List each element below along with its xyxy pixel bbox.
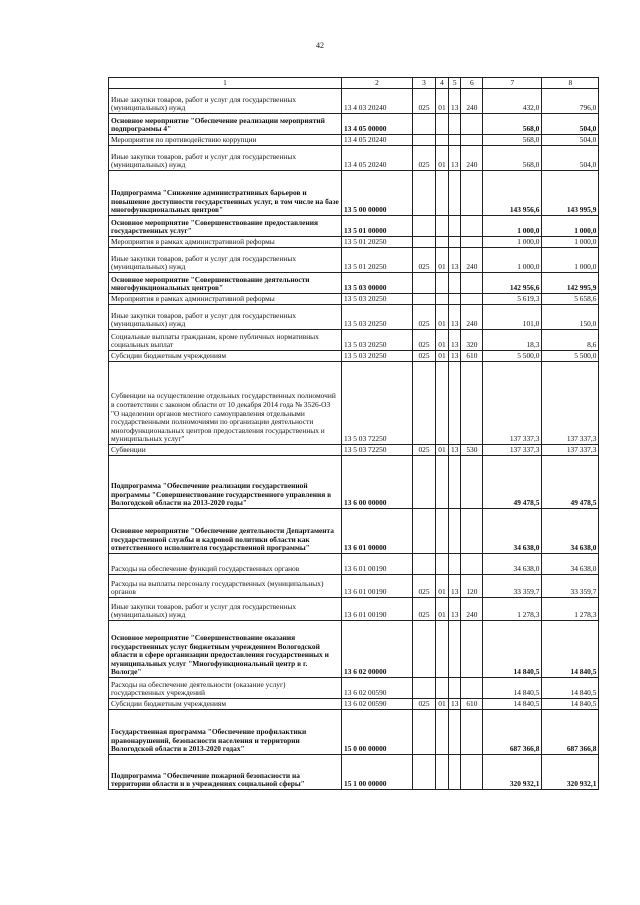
row-expense-type-cell	[461, 171, 483, 216]
row-value-2019-cell: 5 500,0	[483, 351, 542, 362]
table-row	[109, 89, 599, 114]
row-name-cell: Расходы на выплаты персоналу государственных (муниципальных) органов	[109, 575, 342, 598]
row-ministry-cell: 025	[413, 598, 436, 621]
row-code-cell: 13 5 01 20250	[342, 248, 413, 273]
row-code-cell: 15 1 00 00000	[342, 755, 413, 790]
row-expense-type-cell	[461, 294, 483, 305]
table-row	[109, 710, 599, 755]
header-cell-1: 1	[109, 78, 342, 89]
row-value-2019-cell: 137 337,3	[483, 445, 542, 456]
row-section-cell: 01	[436, 146, 449, 171]
row-value-2019-cell: 34 638,0	[483, 554, 542, 575]
row-code-cell: 13 5 01 20250	[342, 237, 413, 248]
row-value-2019-cell: 101,0	[483, 305, 542, 330]
row-name-cell: Субвенции на осуществление отдельных государственных полномочий в соответствии с законом области от 10 декабря 2014 года № 3526-ОЗ "О наделении органов местного самоуправления отдельными государственными полномочиями по организации деятельности многофункциональных центров предоставления государственных и муниципальных услуг"	[109, 362, 342, 445]
row-code-cell: 13 5 03 20250	[342, 351, 413, 362]
row-value-2019-cell: 14 840,5	[483, 678, 542, 699]
row-subsection-cell: 13	[449, 146, 461, 171]
row-subsection-cell	[449, 135, 461, 146]
row-ministry-cell	[413, 509, 436, 554]
row-subsection-cell	[449, 294, 461, 305]
table-row	[109, 305, 599, 330]
row-subsection-cell: 13	[449, 445, 461, 456]
row-ministry-cell	[413, 621, 436, 678]
row-section-cell	[436, 294, 449, 305]
row-section-cell: 01	[436, 330, 449, 351]
row-subsection-cell: 13	[449, 598, 461, 621]
row-code-cell: 13 5 03 72250	[342, 362, 413, 445]
row-code-cell: 13 5 03 20250	[342, 330, 413, 351]
row-code-cell: 13 5 01 00000	[342, 216, 413, 237]
row-value-2020-cell: 320 932,1	[542, 755, 599, 790]
row-value-2019-cell: 143 956,6	[483, 171, 542, 216]
row-section-cell: 01	[436, 575, 449, 598]
row-value-2020-cell: 14 840,5	[542, 699, 599, 710]
row-subsection-cell	[449, 237, 461, 248]
row-code-cell: 13 5 03 00000	[342, 273, 413, 294]
row-ministry-cell	[413, 755, 436, 790]
row-ministry-cell: 025	[413, 330, 436, 351]
row-value-2019-cell: 1 278,3	[483, 598, 542, 621]
header-cell-7: 7	[483, 78, 542, 89]
row-ministry-cell	[413, 710, 436, 755]
row-value-2020-cell: 1 000,0	[542, 216, 599, 237]
row-value-2020-cell: 1 000,0	[542, 248, 599, 273]
row-expense-type-cell: 530	[461, 445, 483, 456]
row-value-2019-cell: 33 359,7	[483, 575, 542, 598]
table-row	[109, 554, 599, 575]
row-name-cell: Мероприятия в рамках административной реформы	[109, 294, 342, 305]
row-name-cell: Основное мероприятие "Обеспечение реализации мероприятий подпрограммы 4"	[109, 114, 342, 135]
row-ministry-cell	[413, 554, 436, 575]
table-row	[109, 598, 599, 621]
row-expense-type-cell	[461, 237, 483, 248]
row-name-cell: Подпрограмма "Обеспечение пожарной безопасности на территории области и в учреждениях социальной сферы"	[109, 755, 342, 790]
row-value-2019-cell: 34 638,0	[483, 509, 542, 554]
row-value-2020-cell: 34 638,0	[542, 509, 599, 554]
row-name-cell: Субсидии бюджетным учреждениям	[109, 699, 342, 710]
row-code-cell: 13 6 02 00590	[342, 678, 413, 699]
row-ministry-cell: 025	[413, 248, 436, 273]
row-value-2020-cell: 687 366,8	[542, 710, 599, 755]
row-section-cell: 01	[436, 598, 449, 621]
row-value-2019-cell: 687 366,8	[483, 710, 542, 755]
row-expense-type-cell: 240	[461, 89, 483, 114]
table-row	[109, 216, 599, 237]
row-subsection-cell	[449, 710, 461, 755]
row-ministry-cell	[413, 294, 436, 305]
row-name-cell: Иные закупки товаров, работ и услуг для государственных (муниципальных) нужд	[109, 305, 342, 330]
row-subsection-cell: 13	[449, 330, 461, 351]
row-value-2019-cell: 432,0	[483, 89, 542, 114]
row-name-cell: Субсидии бюджетным учреждениям	[109, 351, 342, 362]
row-code-cell: 13 6 02 00000	[342, 621, 413, 678]
table-row	[109, 248, 599, 273]
row-value-2020-cell: 796,0	[542, 89, 599, 114]
row-value-2020-cell: 1 000,0	[542, 237, 599, 248]
row-section-cell	[436, 554, 449, 575]
row-value-2020-cell: 142 995,9	[542, 273, 599, 294]
row-name-cell: Субвенции	[109, 445, 342, 456]
row-value-2019-cell: 137 337,3	[483, 362, 542, 445]
table-row	[109, 171, 599, 216]
row-section-cell	[436, 456, 449, 509]
row-value-2020-cell: 14 840,5	[542, 678, 599, 699]
row-value-2020-cell: 137 337,3	[542, 445, 599, 456]
row-subsection-cell: 13	[449, 89, 461, 114]
row-expense-type-cell	[461, 710, 483, 755]
row-subsection-cell	[449, 216, 461, 237]
row-code-cell: 13 5 03 72250	[342, 445, 413, 456]
row-subsection-cell	[449, 755, 461, 790]
row-ministry-cell	[413, 114, 436, 135]
row-value-2019-cell: 568,0	[483, 114, 542, 135]
row-value-2020-cell: 5 658,6	[542, 294, 599, 305]
table-row	[109, 237, 599, 248]
header-row	[109, 78, 599, 89]
row-section-cell: 01	[436, 89, 449, 114]
row-expense-type-cell: 610	[461, 699, 483, 710]
row-value-2019-cell: 568,0	[483, 146, 542, 171]
row-value-2019-cell: 49 478,5	[483, 456, 542, 509]
table-row	[109, 146, 599, 171]
table-row	[109, 351, 599, 362]
row-subsection-cell	[449, 678, 461, 699]
row-subsection-cell: 13	[449, 351, 461, 362]
row-subsection-cell	[449, 362, 461, 445]
row-value-2019-cell: 1 000,0	[483, 216, 542, 237]
row-value-2019-cell: 320 932,1	[483, 755, 542, 790]
row-ministry-cell: 025	[413, 699, 436, 710]
row-expense-type-cell	[461, 216, 483, 237]
table-row	[109, 135, 599, 146]
table-row	[109, 456, 599, 509]
row-expense-type-cell	[461, 509, 483, 554]
table-body	[109, 78, 599, 790]
table-row	[109, 445, 599, 456]
header-cell-3: 3	[413, 78, 436, 89]
row-section-cell	[436, 171, 449, 216]
page-number: 42	[316, 41, 324, 50]
row-code-cell: 13 6 01 00000	[342, 509, 413, 554]
row-code-cell: 13 4 03 20240	[342, 89, 413, 114]
row-expense-type-cell: 240	[461, 305, 483, 330]
row-code-cell: 13 4 05 20240	[342, 146, 413, 171]
row-ministry-cell	[413, 171, 436, 216]
row-name-cell: Иные закупки товаров, работ и услуг для государственных (муниципальных) нужд	[109, 248, 342, 273]
row-ministry-cell	[413, 678, 436, 699]
row-name-cell: Основное мероприятие "Совершенствование оказания государственных услуг бюджетным учреждением Вологодской области в сфере организации предоставления государственных и муниципальных услуг "Многофункциональный центр в г. Вологде"	[109, 621, 342, 678]
row-ministry-cell	[413, 135, 436, 146]
row-value-2019-cell: 1 000,0	[483, 237, 542, 248]
header-cell-5: 5	[449, 78, 461, 89]
row-value-2019-cell: 142 956,6	[483, 273, 542, 294]
row-name-cell: Подпрограмма "Обеспечение реализации государственной программы "Совершенствование государственного управления в Вологодской области на 2013-2020 годы"	[109, 456, 342, 509]
row-section-cell	[436, 114, 449, 135]
row-section-cell	[436, 621, 449, 678]
row-ministry-cell: 025	[413, 89, 436, 114]
row-ministry-cell: 025	[413, 445, 436, 456]
row-value-2020-cell: 143 995,9	[542, 171, 599, 216]
row-subsection-cell	[449, 273, 461, 294]
row-section-cell: 01	[436, 351, 449, 362]
row-value-2019-cell: 18,3	[483, 330, 542, 351]
row-subsection-cell: 13	[449, 248, 461, 273]
row-expense-type-cell	[461, 755, 483, 790]
table-row	[109, 362, 599, 445]
row-ministry-cell: 025	[413, 351, 436, 362]
row-section-cell: 01	[436, 248, 449, 273]
row-section-cell	[436, 273, 449, 294]
row-expense-type-cell	[461, 554, 483, 575]
row-name-cell: Основное мероприятие "Обеспечение деятельности Департамента государственной службы и кадровой политики области как ответственного исполнителя государственной программы"	[109, 509, 342, 554]
row-value-2020-cell: 504,0	[542, 146, 599, 171]
row-subsection-cell	[449, 171, 461, 216]
table-row	[109, 509, 599, 554]
row-expense-type-cell	[461, 135, 483, 146]
row-ministry-cell: 025	[413, 305, 436, 330]
row-expense-type-cell	[461, 621, 483, 678]
row-section-cell	[436, 362, 449, 445]
row-value-2020-cell: 150,0	[542, 305, 599, 330]
row-section-cell	[436, 678, 449, 699]
row-code-cell: 13 5 03 20250	[342, 294, 413, 305]
row-value-2020-cell: 34 638,0	[542, 554, 599, 575]
row-section-cell: 01	[436, 305, 449, 330]
row-section-cell	[436, 135, 449, 146]
row-expense-type-cell	[461, 678, 483, 699]
row-code-cell: 15 0 00 00000	[342, 710, 413, 755]
table-row	[109, 575, 599, 598]
table-row	[109, 273, 599, 294]
table-row	[109, 294, 599, 305]
row-ministry-cell	[413, 216, 436, 237]
row-value-2020-cell: 14 840,5	[542, 621, 599, 678]
table-row	[109, 621, 599, 678]
row-value-2020-cell: 8,6	[542, 330, 599, 351]
row-code-cell: 13 6 01 00190	[342, 575, 413, 598]
row-value-2020-cell: 504,0	[542, 114, 599, 135]
row-section-cell: 01	[436, 445, 449, 456]
row-expense-type-cell: 240	[461, 248, 483, 273]
header-cell-2: 2	[342, 78, 413, 89]
row-value-2019-cell: 1 000,0	[483, 248, 542, 273]
table-row	[109, 699, 599, 710]
row-name-cell: Основное мероприятие "Совершенствование предоставления государственных услуг"	[109, 216, 342, 237]
row-code-cell: 13 5 03 20250	[342, 305, 413, 330]
row-expense-type-cell	[461, 114, 483, 135]
row-code-cell: 13 6 00 00000	[342, 456, 413, 509]
row-expense-type-cell	[461, 362, 483, 445]
row-value-2020-cell: 33 359,7	[542, 575, 599, 598]
row-expense-type-cell: 120	[461, 575, 483, 598]
row-expense-type-cell: 320	[461, 330, 483, 351]
row-name-cell: Расходы на обеспечение функций государственных органов	[109, 554, 342, 575]
row-code-cell: 13 6 01 00190	[342, 554, 413, 575]
row-expense-type-cell: 610	[461, 351, 483, 362]
row-name-cell: Основное мероприятие "Совершенствование деятельности многофункциональных центров"	[109, 273, 342, 294]
row-subsection-cell	[449, 114, 461, 135]
table-row	[109, 114, 599, 135]
row-name-cell: Мероприятия в рамках административной реформы	[109, 237, 342, 248]
header-cell-4: 4	[436, 78, 449, 89]
row-name-cell: Иные закупки товаров, работ и услуг для государственных (муниципальных) нужд	[109, 146, 342, 171]
table-row	[109, 678, 599, 699]
row-ministry-cell	[413, 273, 436, 294]
row-ministry-cell	[413, 237, 436, 248]
row-ministry-cell	[413, 456, 436, 509]
row-code-cell: 13 6 02 00590	[342, 699, 413, 710]
budget-table	[108, 77, 599, 790]
row-code-cell: 13 4 05 00000	[342, 114, 413, 135]
row-section-cell	[436, 216, 449, 237]
row-ministry-cell: 025	[413, 146, 436, 171]
row-name-cell: Подпрограмма "Снижение административных барьеров и повышение доступности государственных услуг, в том числе на базе многофункциональных центров"	[109, 171, 342, 216]
row-name-cell: Социальные выплаты гражданам, кроме публичных нормативных социальных выплат	[109, 330, 342, 351]
row-expense-type-cell: 240	[461, 598, 483, 621]
row-expense-type-cell	[461, 273, 483, 294]
row-ministry-cell	[413, 362, 436, 445]
row-value-2020-cell: 1 278,3	[542, 598, 599, 621]
table-row	[109, 755, 599, 790]
row-code-cell: 13 5 00 00000	[342, 171, 413, 216]
row-section-cell	[436, 237, 449, 248]
table-row	[109, 330, 599, 351]
row-expense-type-cell: 240	[461, 146, 483, 171]
row-ministry-cell: 025	[413, 575, 436, 598]
row-name-cell: Государственная программа "Обеспечение профилактики правонарушений, безопасности населения и территории Вологодской области в 2013-2020 годах"	[109, 710, 342, 755]
row-subsection-cell	[449, 554, 461, 575]
row-value-2019-cell: 14 840,5	[483, 621, 542, 678]
row-name-cell: Мероприятия по противодействию коррупции	[109, 135, 342, 146]
row-expense-type-cell	[461, 456, 483, 509]
row-code-cell: 13 6 01 00190	[342, 598, 413, 621]
row-code-cell: 13 4 05 20240	[342, 135, 413, 146]
row-name-cell: Иные закупки товаров, работ и услуг для государственных (муниципальных) нужд	[109, 598, 342, 621]
row-value-2020-cell: 137 337,3	[542, 362, 599, 445]
row-value-2019-cell: 5 619,3	[483, 294, 542, 305]
row-section-cell	[436, 755, 449, 790]
row-value-2020-cell: 504,0	[542, 135, 599, 146]
row-value-2019-cell: 14 840,5	[483, 699, 542, 710]
row-subsection-cell	[449, 509, 461, 554]
row-subsection-cell	[449, 621, 461, 678]
header-cell-6: 6	[461, 78, 483, 89]
row-value-2019-cell: 568,0	[483, 135, 542, 146]
row-section-cell	[436, 509, 449, 554]
row-value-2020-cell: 49 478,5	[542, 456, 599, 509]
row-subsection-cell: 13	[449, 305, 461, 330]
row-section-cell: 01	[436, 699, 449, 710]
header-cell-8: 8	[542, 78, 599, 89]
row-subsection-cell	[449, 456, 461, 509]
row-name-cell: Расходы на обеспечение деятельности (оказание услуг) государственных учреждений	[109, 678, 342, 699]
row-subsection-cell: 13	[449, 575, 461, 598]
row-subsection-cell: 13	[449, 699, 461, 710]
row-section-cell	[436, 710, 449, 755]
row-value-2020-cell: 5 500,0	[542, 351, 599, 362]
row-name-cell: Иные закупки товаров, работ и услуг для государственных (муниципальных) нужд	[109, 89, 342, 114]
